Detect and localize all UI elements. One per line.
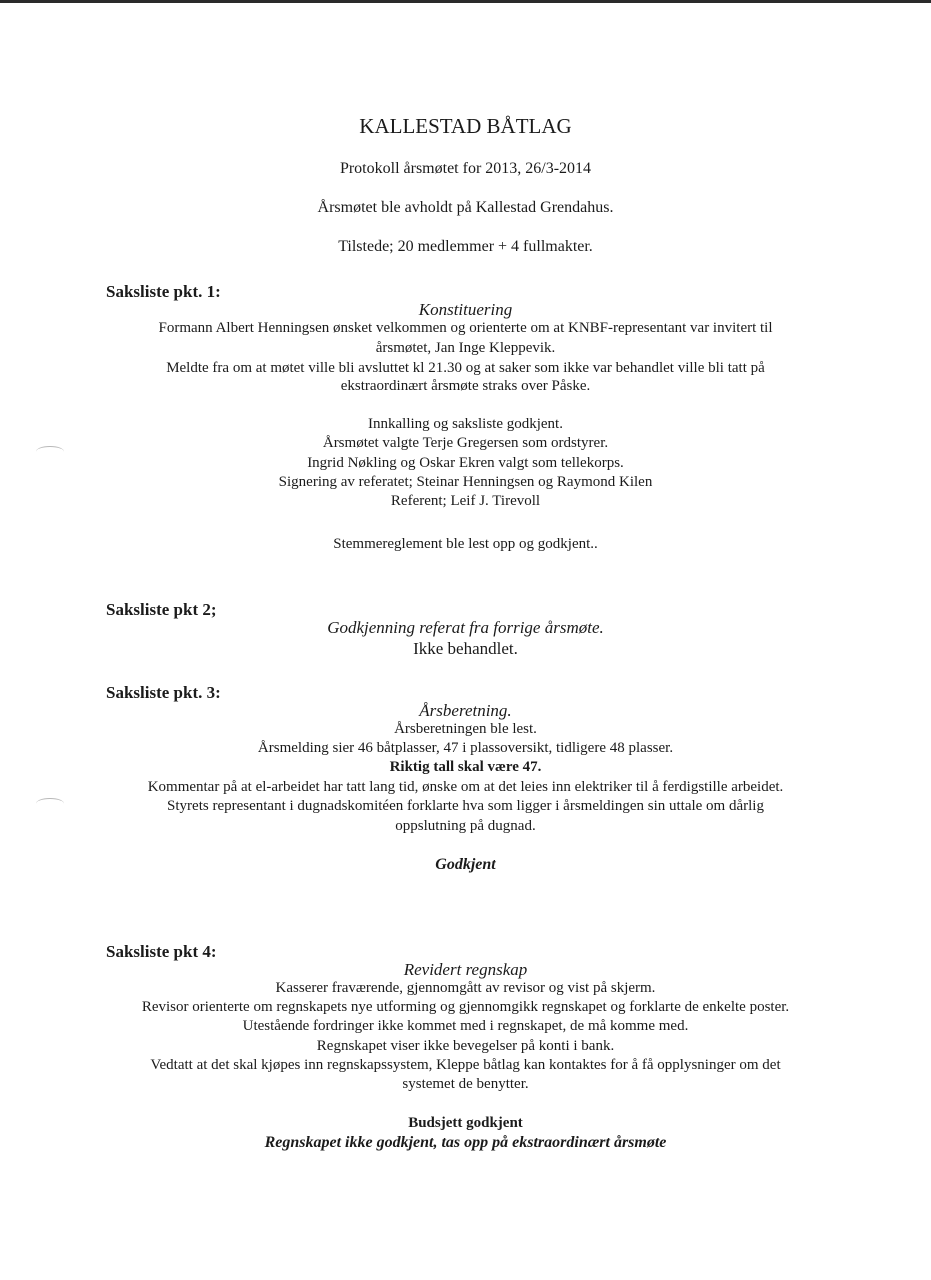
item-4-budget: Budsjett godkjent [408,1115,523,1131]
item-3-comment: Styrets representant i dugnadskomitéen forklarte hva som ligger i årsmeldingen sin uttale om dårlig [167,798,764,814]
item-4-line: Regnskapet viser ikke bevegelser på konti i bank. [316,1038,615,1054]
item-1-decision: Ingrid Nøkling og Oskar Ekren valgt som tellekorps. [307,455,624,471]
item-1-voting: Stemmereglement ble lest opp og godkjent.. [333,536,598,552]
item-1-line: Formann Albert Henningsen ønsket velkommen og orienterte om at KNBF-representant var invitert til [158,320,773,336]
item-4-result: Regnskapet ikke godkjent, tas opp på ekstraordinært årsmøte [264,1134,667,1151]
item-2-topic: Godkjenning referat fra forrige årsmøte. [327,618,604,637]
item-3-heading: Saksliste pkt. 3: [106,683,221,702]
document-title: KALLESTAD BÅTLAG [359,114,572,138]
item-4-line: Vedtatt at det skal kjøpes inn regnskapssystem, Kleppe båtlag kan kontaktes for å få opplysninger om det [150,1057,781,1073]
item-4-line: Kasserer fraværende, gjennomgått av revisor og vist på skjerm. [275,980,656,996]
item-2-heading: Saksliste pkt 2; [106,600,217,619]
scan-edge-line [0,0,931,3]
item-1-heading: Saksliste pkt. 1: [106,282,221,301]
item-1-decision: Signering av referatet; Steinar Henningsen og Raymond Kilen [278,474,653,490]
item-4-line: Revisor orienterte om regnskapets nye utforming og gjennomgikk regnskapet og forklarte de enkelte poster. [141,999,790,1015]
item-3-comment: oppslutning på dugnad. [395,818,536,834]
item-1-line: årsmøtet, Jan Inge Kleppevik. [375,340,556,356]
item-3-comment: Kommentar på at el-arbeidet har tatt lang tid, ønske om at det leies inn elektriker til å ferdigstille arbeidet. [147,779,784,795]
item-4-heading: Saksliste pkt 4: [106,942,217,961]
item-4-line: systemet de benytter. [402,1076,529,1092]
item-3-line: Årsmelding sier 46 båtplasser, 47 i plassoversikt, tidligere 48 plasser. [257,740,674,756]
item-3-correction: Riktig tall skal være 47. [389,759,542,775]
attendance: Tilstede; 20 medlemmer + 4 fullmakter. [338,238,593,255]
item-1-decision: Årsmøtet valgte Terje Gregersen som ordstyrer. [322,435,609,451]
item-4-topic: Revidert regnskap [403,960,528,979]
meeting-venue: Årsmøtet ble avholdt på Kallestad Grendahus. [317,199,614,216]
item-1-decision: Referent; Leif J. Tirevoll [390,493,541,509]
item-2-result: Ikke behandlet. [413,639,518,658]
item-3-topic: Årsberetning. [419,701,512,720]
item-3-result: Godkjent [435,856,496,873]
item-4-line: Utestående fordringer ikke kommet med i regnskapet, de må komme med. [242,1018,689,1034]
item-3-line: Årsberetningen ble lest. [394,721,537,737]
item-1-line: ekstraordinært årsmøte straks over Påske. [340,378,591,394]
item-1-topic: Konstituering [418,300,513,319]
item-1-decision: Innkalling og saksliste godkjent. [368,416,563,432]
item-1-line: Meldte fra om at møtet ville bli avsluttet kl 21.30 og at saker som ikke var behandlet ville bli tatt på [166,360,765,376]
document-subtitle: Protokoll årsmøtet for 2013, 26/3-2014 [339,160,592,177]
